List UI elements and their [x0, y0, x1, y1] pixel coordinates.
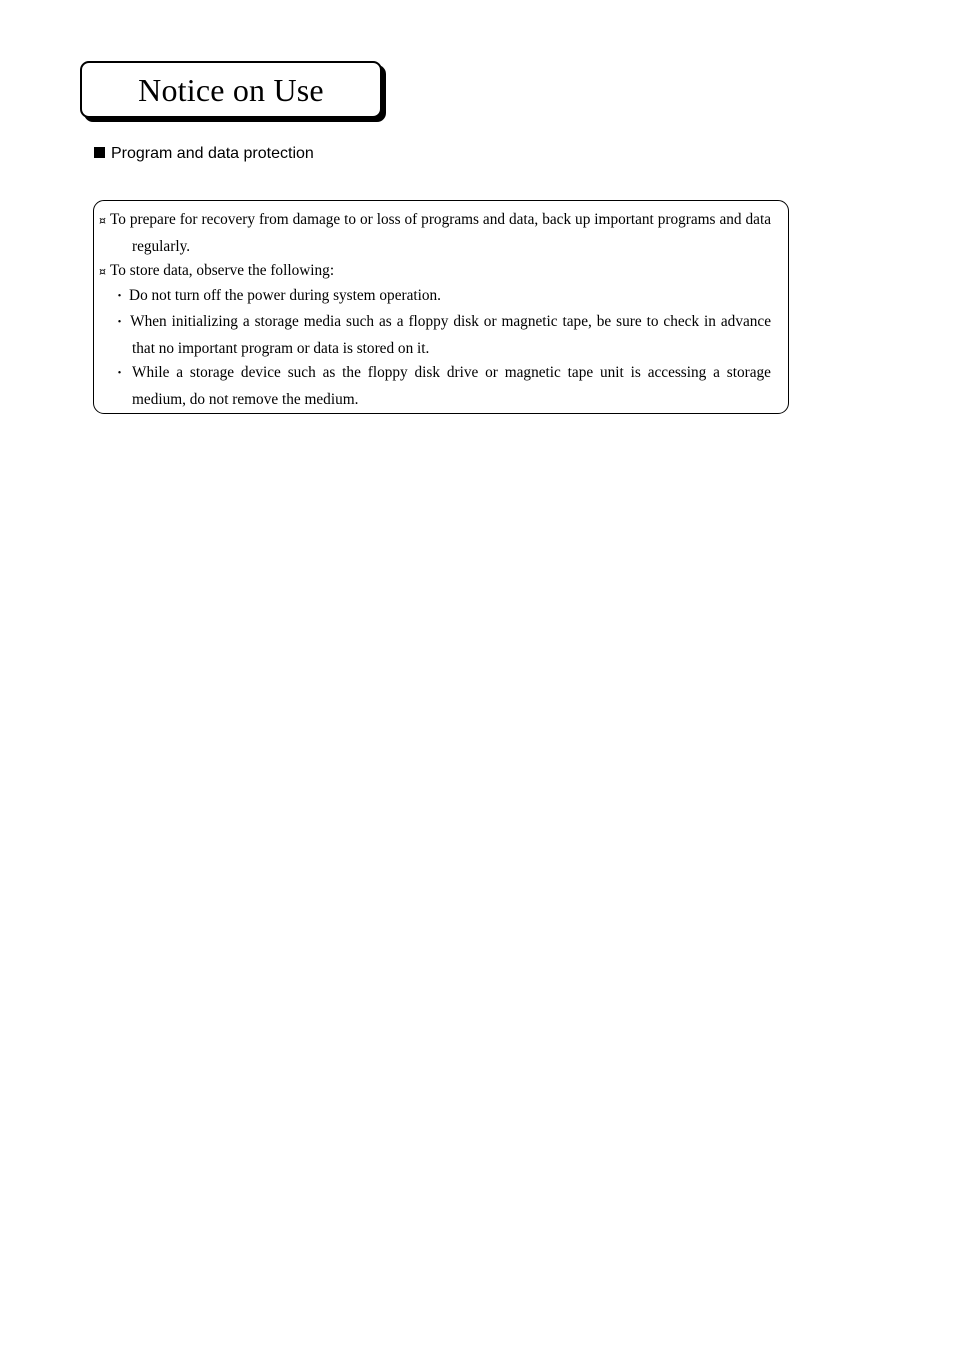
- notice-item-store-data: [99, 258, 771, 285]
- notice-item-backup: [99, 207, 771, 259]
- notice-subitem-remove-medium: [113, 360, 771, 412]
- notice-subitem-text: While a storage device such as the floppy disk drive or magnetic tape unit is accessing a storage medium, do not remove the medium.: [132, 364, 771, 408]
- currency-sign-bullet: ¤: [99, 214, 106, 227]
- middle-dot-bullet: ・: [113, 289, 127, 304]
- notice-subitem-initialize: [113, 309, 771, 361]
- notice-item-text: To prepare for recovery from damage to or loss of programs and data, back up important programs and data regularly.: [110, 211, 771, 255]
- notice-subitem-text: When initializing a storage media such as a floppy disk or magnetic tape, be sure to check in advance that no important program or data is stored on it.: [130, 313, 771, 357]
- section-heading-label: Program and data protection: [111, 145, 314, 162]
- title-box: [80, 61, 382, 118]
- black-square-icon: [94, 147, 105, 158]
- middle-dot-bullet: ・: [113, 315, 128, 330]
- currency-sign-bullet: ¤: [99, 265, 106, 278]
- middle-dot-bullet: ・: [113, 366, 130, 381]
- notice-item-text: To store data, observe the following:: [110, 262, 335, 279]
- notice-subitem-text: Do not turn off the power during system operation.: [129, 287, 441, 304]
- notice-subitem-power: [113, 283, 771, 310]
- section-heading: [94, 144, 314, 164]
- page-title: Notice on Use: [138, 71, 324, 108]
